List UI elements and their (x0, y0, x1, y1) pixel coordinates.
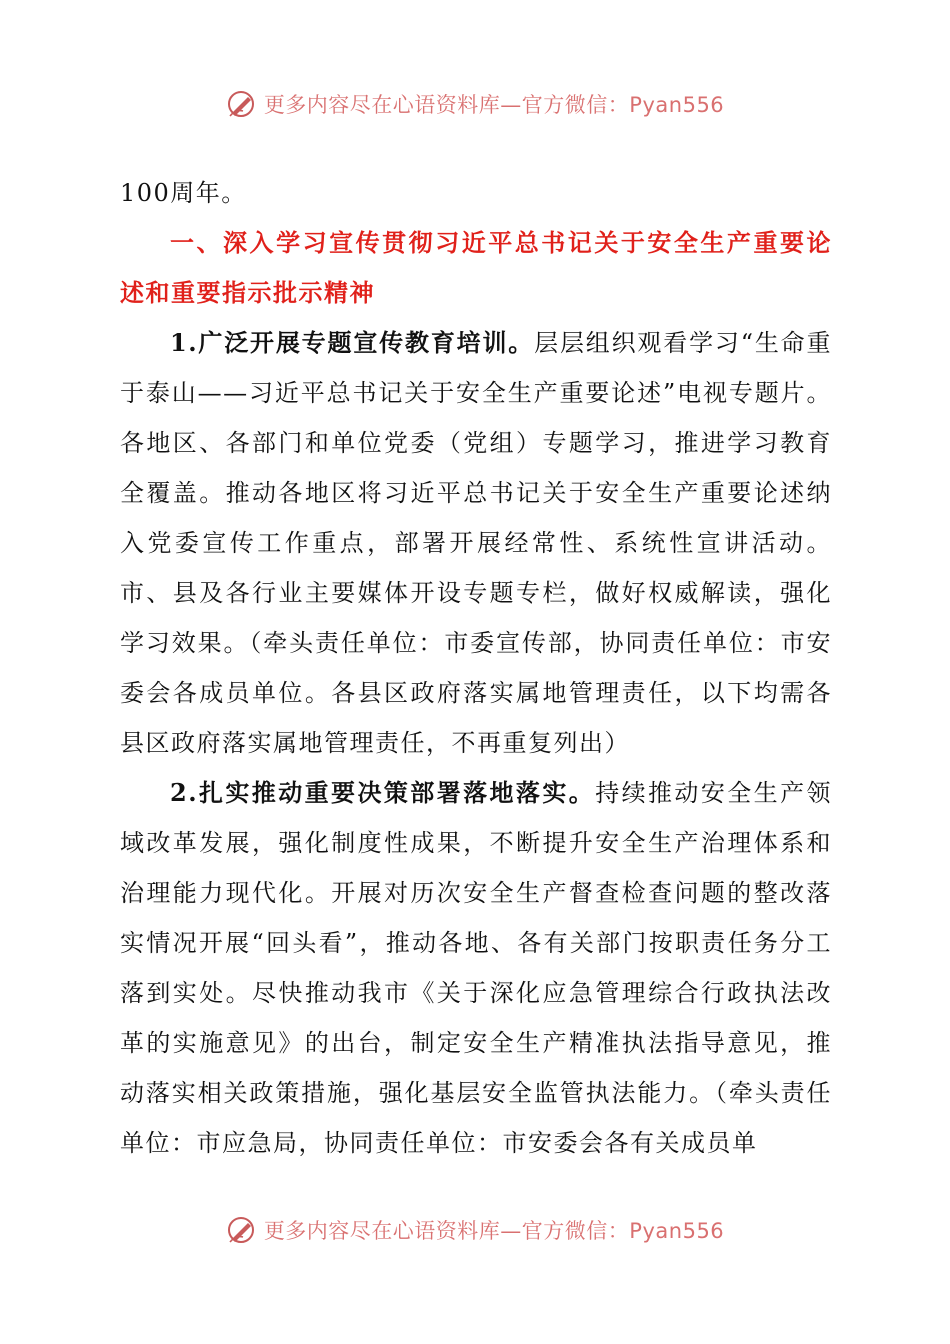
item-1-body: 层层组织观看学习“生命重于泰山——习近平总书记关于安全生产重要论述”电视专题片。各地区、各部门和单位党委（党组）专题学习，推进学习教育全覆盖。推动各地区将习近平总书记关于安全生产重要论述纳入党委宣传工作重点，部署开展经常性、系统性宣讲活动。市、县及各行业主要媒体开设专题专栏，做好权威解读，强化学习效果。（牵头责任单位：市委宣传部，协同责任单位：市安委会各成员单位。各县区政府落实属地管理责任，以下均需各县区政府落实属地管理责任，不再重复列出） (120, 329, 832, 757)
pen-logo-icon (226, 1215, 256, 1245)
header-banner-text: 更多内容尽在心语资料库—官方微信：Pyan556 (263, 93, 725, 117)
header-banner (0, 84, 950, 124)
item-2-body: 持续推动安全生产领域改革发展，强化制度性成果，不断提升安全生产治理体系和治理能力现代化。开展对历次安全生产督查检查问题的整改落实情况开展“回头看”，推动各地、各有关部门按职责任务分工落到实处。尽快推动我市《关于深化应急管理综合行政执法改革的实施意见》的出台，制定安全生产精准执法指导意见，推动落实相关政策措施，强化基层安全监管执法能力。（牵头责任单位：市应急局，协同责任单位：市安委会各有关成员单 (120, 779, 832, 1157)
paragraph-item-2 (120, 768, 832, 1168)
paragraph-item-1 (120, 318, 832, 768)
item-1-lead: 1.广泛开展专题宣传教育培训。 (170, 328, 535, 357)
pen-logo-icon (226, 89, 256, 119)
continuation-line: 100周年。 (120, 179, 247, 207)
item-2-lead: 2.扎实推动重要决策部署落地落实。 (170, 778, 596, 807)
section-heading: 一、深入学习宣传贯彻习近平总书记关于安全生产重要论述和重要指示批示精神 (120, 228, 832, 307)
document-body (120, 168, 832, 1168)
footer-banner-text: 更多内容尽在心语资料库—官方微信：Pyan556 (263, 1219, 725, 1243)
footer-banner (0, 1210, 950, 1250)
